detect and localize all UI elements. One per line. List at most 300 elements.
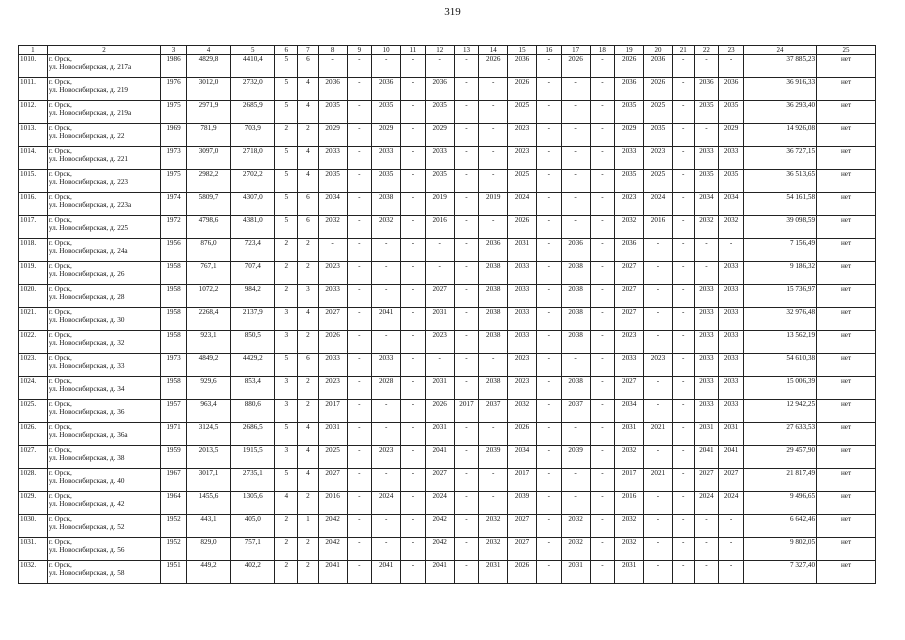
area-cell: 449,2 — [186, 561, 230, 584]
value-cell: - — [347, 193, 372, 216]
value-cell: 2 — [298, 400, 319, 423]
value-cell: 2036 — [644, 55, 673, 78]
value-cell: 2025 — [318, 446, 347, 469]
area-cell: 781,9 — [186, 124, 230, 147]
value-cell: 2033 — [372, 147, 401, 170]
address-street: ул. Новосибирская, д. 28 — [48, 293, 125, 301]
cost-cell: 9 802,05 — [743, 538, 816, 561]
value-cell: - — [372, 538, 401, 561]
value-cell: 2027 — [425, 469, 454, 492]
value-cell: - — [454, 101, 479, 124]
value-cell: 2038 — [479, 377, 508, 400]
value-cell: 2032 — [615, 538, 644, 561]
table-row — [19, 469, 876, 492]
value-cell: - — [590, 538, 615, 561]
value-cell: 2024 — [644, 193, 673, 216]
value-cell: 2025 — [508, 101, 537, 124]
value-cell: - — [372, 331, 401, 354]
area-cell: 4381,0 — [231, 216, 275, 239]
value-cell: 2042 — [318, 515, 347, 538]
value-cell: - — [425, 55, 454, 78]
cost-cell: 21 817,49 — [743, 469, 816, 492]
row-number-cell: 1030. — [19, 515, 48, 538]
value-cell: - — [401, 423, 426, 446]
flag-cell: нет — [817, 308, 876, 331]
value-cell: - — [672, 308, 694, 331]
value-cell: - — [454, 446, 479, 469]
value-cell: - — [561, 78, 590, 101]
cost-cell: 13 562,19 — [743, 331, 816, 354]
area-cell: 3097,0 — [186, 147, 230, 170]
table-body — [19, 55, 876, 584]
column-header: 24 — [743, 46, 816, 55]
value-cell: 2038 — [561, 285, 590, 308]
cost-cell: 7 156,49 — [743, 239, 816, 262]
value-cell: 6 — [298, 354, 319, 377]
value-cell: - — [479, 147, 508, 170]
row-number-cell: 1019. — [19, 262, 48, 285]
value-cell: - — [347, 561, 372, 584]
value-cell: 5 — [275, 423, 298, 446]
column-header: 13 — [454, 46, 479, 55]
value-cell: - — [347, 423, 372, 446]
value-cell: 2032 — [508, 400, 537, 423]
value-cell: - — [694, 55, 719, 78]
value-cell: 2023 — [508, 124, 537, 147]
value-cell: - — [719, 538, 744, 561]
value-cell: - — [347, 101, 372, 124]
column-header: 14 — [479, 46, 508, 55]
value-cell: - — [536, 216, 561, 239]
area-cell: 405,0 — [231, 515, 275, 538]
value-cell: 2 — [298, 492, 319, 515]
value-cell: 2042 — [425, 538, 454, 561]
year-built-cell: 1967 — [161, 469, 187, 492]
value-cell: 2033 — [719, 262, 744, 285]
value-cell: - — [347, 538, 372, 561]
table-row — [19, 55, 876, 78]
value-cell: 2024 — [719, 492, 744, 515]
table-row — [19, 354, 876, 377]
value-cell: - — [401, 216, 426, 239]
address-cell — [47, 170, 160, 193]
address-street: ул. Новосибирская, д. 42 — [48, 500, 125, 508]
row-number-cell: 1029. — [19, 492, 48, 515]
value-cell: - — [536, 101, 561, 124]
area-cell: 963,4 — [186, 400, 230, 423]
value-cell: - — [372, 400, 401, 423]
row-number-cell: 1017. — [19, 216, 48, 239]
value-cell: 2032 — [479, 538, 508, 561]
value-cell: 2033 — [719, 308, 744, 331]
value-cell: 2031 — [508, 239, 537, 262]
value-cell: - — [454, 193, 479, 216]
value-cell: - — [479, 101, 508, 124]
address-street: ул. Новосибирская, д. 52 — [48, 523, 125, 531]
value-cell: 2042 — [318, 538, 347, 561]
value-cell: 2034 — [615, 400, 644, 423]
value-cell: - — [694, 239, 719, 262]
year-built-cell: 1958 — [161, 331, 187, 354]
value-cell: - — [644, 446, 673, 469]
address-city: г. Орск, — [48, 55, 72, 63]
address-cell — [47, 446, 160, 469]
value-cell: - — [347, 262, 372, 285]
column-header: 18 — [590, 46, 615, 55]
value-cell: - — [719, 55, 744, 78]
column-header: 25 — [817, 46, 876, 55]
value-cell: 2036 — [561, 239, 590, 262]
value-cell: - — [454, 469, 479, 492]
address-street: ул. Новосибирская, д. 26 — [48, 270, 125, 278]
value-cell: - — [590, 377, 615, 400]
value-cell: - — [561, 193, 590, 216]
address-street: ул. Новосибирская, д. 223а — [48, 201, 132, 209]
address-city: г. Орск, — [48, 446, 72, 454]
value-cell: - — [561, 354, 590, 377]
value-cell: - — [401, 331, 426, 354]
year-built-cell: 1974 — [161, 193, 187, 216]
value-cell: - — [401, 170, 426, 193]
row-number-cell: 1031. — [19, 538, 48, 561]
address-cell — [47, 561, 160, 584]
column-header: 1 — [19, 46, 48, 55]
value-cell: 2033 — [694, 308, 719, 331]
row-number-cell: 1025. — [19, 400, 48, 423]
value-cell: 2024 — [372, 492, 401, 515]
address-cell — [47, 423, 160, 446]
flag-cell: нет — [817, 492, 876, 515]
address-street: ул. Новосибирская, д. 40 — [48, 477, 125, 485]
value-cell: 2025 — [644, 101, 673, 124]
address-cell — [47, 55, 160, 78]
value-cell: 2027 — [508, 538, 537, 561]
value-cell: 2026 — [615, 55, 644, 78]
address-city: г. Орск, — [48, 515, 72, 523]
address-street: ул. Новосибирская, д. 223 — [48, 178, 129, 186]
value-cell: 2031 — [318, 423, 347, 446]
year-built-cell: 1976 — [161, 78, 187, 101]
value-cell: 3 — [298, 285, 319, 308]
value-cell: 2027 — [615, 285, 644, 308]
year-built-cell: 1975 — [161, 101, 187, 124]
address-street: ул. Новосибирская, д. 221 — [48, 155, 129, 163]
value-cell: 2042 — [425, 515, 454, 538]
value-cell: 2038 — [479, 331, 508, 354]
value-cell: 2028 — [372, 377, 401, 400]
value-cell: - — [536, 285, 561, 308]
value-cell: - — [672, 469, 694, 492]
value-cell: - — [536, 423, 561, 446]
value-cell: - — [536, 147, 561, 170]
value-cell: - — [536, 561, 561, 584]
year-built-cell: 1972 — [161, 216, 187, 239]
row-number-cell: 1028. — [19, 469, 48, 492]
value-cell: 2023 — [508, 377, 537, 400]
value-cell: - — [644, 515, 673, 538]
value-cell: - — [590, 400, 615, 423]
value-cell: 6 — [298, 55, 319, 78]
flag-cell: нет — [817, 354, 876, 377]
row-number-cell: 1022. — [19, 331, 48, 354]
value-cell: 2031 — [694, 423, 719, 446]
address-city: г. Орск, — [48, 308, 72, 316]
flag-cell: нет — [817, 124, 876, 147]
row-number-cell: 1020. — [19, 285, 48, 308]
value-cell: 2035 — [694, 170, 719, 193]
value-cell: 2023 — [644, 147, 673, 170]
value-cell: 2031 — [719, 423, 744, 446]
cost-cell: 32 976,48 — [743, 308, 816, 331]
value-cell: 2032 — [372, 216, 401, 239]
value-cell: - — [401, 377, 426, 400]
value-cell: 2029 — [318, 124, 347, 147]
area-cell: 2732,0 — [231, 78, 275, 101]
value-cell: - — [401, 147, 426, 170]
area-cell: 2971,9 — [186, 101, 230, 124]
value-cell: - — [372, 515, 401, 538]
area-cell: 707,4 — [231, 262, 275, 285]
value-cell: 2032 — [561, 515, 590, 538]
value-cell: 2037 — [561, 400, 590, 423]
value-cell: - — [347, 55, 372, 78]
value-cell: - — [454, 124, 479, 147]
value-cell: 2035 — [372, 101, 401, 124]
value-cell: - — [347, 377, 372, 400]
value-cell: - — [644, 262, 673, 285]
value-cell: - — [694, 538, 719, 561]
flag-cell: нет — [817, 331, 876, 354]
value-cell: - — [372, 423, 401, 446]
area-cell: 876,0 — [186, 239, 230, 262]
address-city: г. Орск, — [48, 239, 72, 247]
area-cell: 4429,2 — [231, 354, 275, 377]
value-cell: - — [536, 377, 561, 400]
area-cell: 3124,5 — [186, 423, 230, 446]
value-cell: - — [479, 423, 508, 446]
value-cell: 2033 — [719, 400, 744, 423]
area-cell: 2735,1 — [231, 469, 275, 492]
value-cell: - — [401, 101, 426, 124]
value-cell: 2032 — [694, 216, 719, 239]
year-built-cell: 1952 — [161, 515, 187, 538]
value-cell: 2025 — [644, 170, 673, 193]
value-cell: 2038 — [372, 193, 401, 216]
value-cell: - — [372, 469, 401, 492]
value-cell: 2032 — [615, 446, 644, 469]
value-cell: 2032 — [318, 216, 347, 239]
value-cell: 3 — [275, 446, 298, 469]
cost-cell: 54 161,58 — [743, 193, 816, 216]
area-cell: 4798,6 — [186, 216, 230, 239]
column-number-row — [19, 46, 876, 55]
value-cell: 2036 — [318, 78, 347, 101]
value-cell: - — [672, 239, 694, 262]
value-cell: 4 — [298, 423, 319, 446]
value-cell: 2035 — [644, 124, 673, 147]
value-cell: - — [454, 308, 479, 331]
value-cell: - — [454, 331, 479, 354]
value-cell: - — [719, 515, 744, 538]
value-cell: 2041 — [318, 561, 347, 584]
value-cell: - — [672, 423, 694, 446]
value-cell: 2026 — [644, 78, 673, 101]
value-cell: 2037 — [479, 400, 508, 423]
year-built-cell: 1958 — [161, 308, 187, 331]
flag-cell: нет — [817, 285, 876, 308]
value-cell: 2035 — [425, 170, 454, 193]
value-cell: - — [590, 216, 615, 239]
area-cell: 703,9 — [231, 124, 275, 147]
column-header: 20 — [644, 46, 673, 55]
address-street: ул. Новосибирская, д. 33 — [48, 362, 125, 370]
row-number-cell: 1015. — [19, 170, 48, 193]
address-city: г. Орск, — [48, 400, 72, 408]
value-cell: 2041 — [694, 446, 719, 469]
value-cell: 2027 — [318, 308, 347, 331]
area-cell: 2718,0 — [231, 147, 275, 170]
area-cell: 443,1 — [186, 515, 230, 538]
address-street: ул. Новосибирская, д. 219 — [48, 86, 129, 94]
flag-cell: нет — [817, 55, 876, 78]
value-cell: 2031 — [561, 561, 590, 584]
flag-cell: нет — [817, 78, 876, 101]
address-cell — [47, 515, 160, 538]
value-cell: - — [401, 469, 426, 492]
value-cell: 2036 — [508, 55, 537, 78]
value-cell: 2036 — [615, 78, 644, 101]
row-number-cell: 1021. — [19, 308, 48, 331]
value-cell: 2033 — [615, 147, 644, 170]
value-cell: 4 — [298, 308, 319, 331]
value-cell: - — [590, 170, 615, 193]
value-cell: 2027 — [615, 262, 644, 285]
row-number-cell: 1012. — [19, 101, 48, 124]
value-cell: 2032 — [719, 216, 744, 239]
column-header: 16 — [536, 46, 561, 55]
column-header: 7 — [298, 46, 319, 55]
table-row — [19, 308, 876, 331]
year-built-cell: 1959 — [161, 446, 187, 469]
value-cell: 2035 — [719, 170, 744, 193]
value-cell: - — [536, 515, 561, 538]
address-city: г. Орск, — [48, 285, 72, 293]
address-city: г. Орск, — [48, 101, 72, 109]
value-cell: 2023 — [318, 377, 347, 400]
value-cell: - — [479, 354, 508, 377]
value-cell: - — [590, 331, 615, 354]
value-cell: 2026 — [479, 55, 508, 78]
value-cell: 2031 — [615, 561, 644, 584]
value-cell: 2033 — [719, 285, 744, 308]
value-cell: - — [719, 239, 744, 262]
area-cell: 2137,9 — [231, 308, 275, 331]
table-row — [19, 216, 876, 239]
value-cell: - — [561, 423, 590, 446]
value-cell: 2024 — [425, 492, 454, 515]
area-cell: 3017,1 — [186, 469, 230, 492]
table-row — [19, 538, 876, 561]
page-number: 319 — [444, 6, 461, 18]
value-cell: 2038 — [561, 308, 590, 331]
cost-cell: 15 736,97 — [743, 285, 816, 308]
address-cell — [47, 216, 160, 239]
value-cell: - — [536, 400, 561, 423]
value-cell: 2038 — [561, 331, 590, 354]
table-row — [19, 193, 876, 216]
value-cell: - — [372, 239, 401, 262]
area-cell: 2013,5 — [186, 446, 230, 469]
row-number-cell: 1026. — [19, 423, 48, 446]
address-cell — [47, 147, 160, 170]
address-city: г. Орск, — [48, 170, 72, 178]
value-cell: - — [672, 78, 694, 101]
value-cell: - — [401, 400, 426, 423]
value-cell: 2036 — [425, 78, 454, 101]
value-cell: 2 — [298, 262, 319, 285]
value-cell: 2031 — [425, 423, 454, 446]
value-cell: 2032 — [479, 515, 508, 538]
value-cell: 2033 — [372, 354, 401, 377]
value-cell: 2 — [275, 538, 298, 561]
housing-table-container — [18, 45, 876, 584]
value-cell: - — [590, 423, 615, 446]
value-cell: 2029 — [615, 124, 644, 147]
value-cell: - — [454, 285, 479, 308]
value-cell: 4 — [298, 170, 319, 193]
value-cell: - — [454, 354, 479, 377]
area-cell: 1305,6 — [231, 492, 275, 515]
value-cell: 2029 — [719, 124, 744, 147]
flag-cell: нет — [817, 538, 876, 561]
value-cell: 2026 — [508, 561, 537, 584]
address-cell — [47, 262, 160, 285]
column-header: 17 — [561, 46, 590, 55]
value-cell: 2027 — [615, 377, 644, 400]
column-header: 19 — [615, 46, 644, 55]
cost-cell: 12 942,25 — [743, 400, 816, 423]
value-cell: 2023 — [318, 262, 347, 285]
value-cell: 2027 — [719, 469, 744, 492]
address-street: ул. Новосибирская, д. 36а — [48, 431, 128, 439]
value-cell: - — [590, 193, 615, 216]
column-header: 6 — [275, 46, 298, 55]
value-cell: 2036 — [372, 78, 401, 101]
address-cell — [47, 331, 160, 354]
value-cell: 2021 — [644, 423, 673, 446]
value-cell: 2038 — [561, 262, 590, 285]
value-cell: 2031 — [479, 561, 508, 584]
year-built-cell: 1958 — [161, 262, 187, 285]
cost-cell: 15 006,39 — [743, 377, 816, 400]
value-cell: - — [590, 492, 615, 515]
value-cell: 2026 — [508, 423, 537, 446]
value-cell: 2041 — [425, 446, 454, 469]
table-row — [19, 423, 876, 446]
value-cell: 2 — [275, 262, 298, 285]
value-cell: 2026 — [508, 216, 537, 239]
value-cell: 2019 — [425, 193, 454, 216]
cost-cell: 36 916,33 — [743, 78, 816, 101]
year-built-cell: 1956 — [161, 239, 187, 262]
address-city: г. Орск, — [48, 538, 72, 546]
value-cell: - — [536, 469, 561, 492]
area-cell: 1455,6 — [186, 492, 230, 515]
flag-cell: нет — [817, 515, 876, 538]
address-street: ул. Новосибирская, д. 30 — [48, 316, 125, 324]
value-cell: 2 — [298, 561, 319, 584]
value-cell: - — [536, 193, 561, 216]
